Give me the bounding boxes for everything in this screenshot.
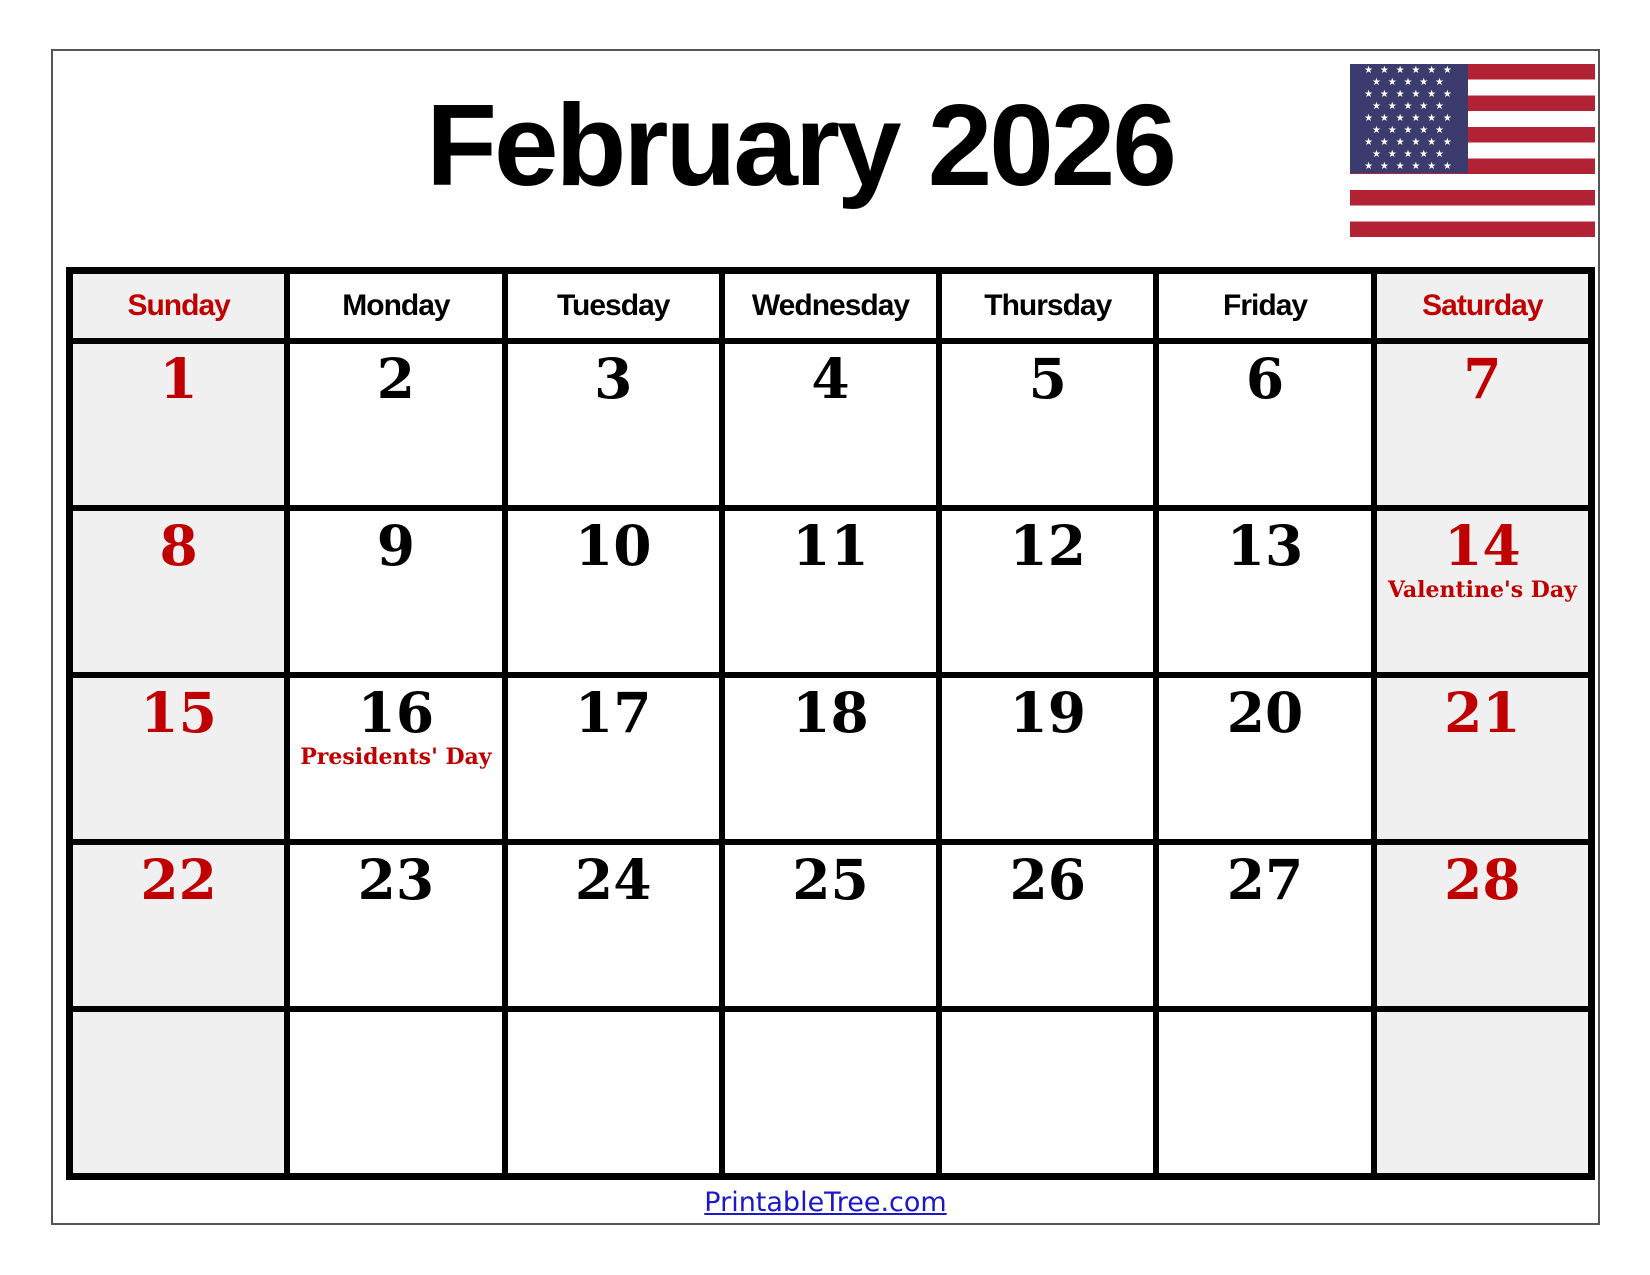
day-number: 21 [1444, 680, 1521, 745]
day-number: 16 [357, 680, 435, 745]
weekday-header-friday: Friday [1159, 274, 1370, 338]
footer [53, 1187, 1598, 1218]
empty-cell [508, 1012, 719, 1173]
day-number: 5 [1028, 346, 1067, 411]
calendar-page [51, 49, 1600, 1225]
day-number: 22 [140, 847, 217, 912]
day-number: 7 [1463, 346, 1502, 411]
day-cell-12 [942, 511, 1153, 672]
day-number: 23 [357, 847, 435, 912]
us-flag-icon [1350, 64, 1595, 237]
day-cell-25 [725, 845, 936, 1006]
day-cell-15 [73, 678, 284, 839]
day-cell-8 [73, 511, 284, 672]
weekday-header-thursday: Thursday [942, 274, 1153, 338]
day-cell-24 [508, 845, 719, 1006]
empty-cell [942, 1012, 1153, 1173]
weekday-header-wednesday: Wednesday [725, 274, 936, 338]
day-number: 19 [1009, 680, 1087, 745]
day-number: 25 [792, 847, 869, 912]
day-number: 1 [159, 346, 198, 411]
day-number: 10 [574, 513, 652, 578]
day-number: 14 [1444, 513, 1521, 578]
empty-cell [725, 1012, 936, 1173]
day-number: 9 [376, 513, 416, 578]
day-cell-9 [290, 511, 501, 672]
weekday-header-tuesday: Tuesday [508, 274, 719, 338]
day-number: 6 [1245, 346, 1285, 411]
day-number: 27 [1226, 847, 1304, 912]
day-cell-4 [725, 344, 936, 505]
day-number: 13 [1226, 513, 1304, 578]
empty-cell [290, 1012, 501, 1173]
calendar-grid [66, 267, 1595, 1180]
empty-cell [73, 1012, 284, 1173]
day-cell-3 [508, 344, 719, 505]
day-cell-16 [290, 678, 501, 839]
day-cell-2 [290, 344, 501, 505]
day-cell-13 [1159, 511, 1370, 672]
us-flag-canton [1350, 64, 1468, 173]
day-cell-11 [725, 511, 936, 672]
day-number: 18 [792, 680, 869, 745]
day-number: 26 [1009, 847, 1087, 912]
day-cell-17 [508, 678, 719, 839]
weekday-header-monday: Monday [290, 274, 501, 338]
day-cell-5 [942, 344, 1153, 505]
day-cell-6 [1159, 344, 1370, 505]
day-cell-28 [1377, 845, 1588, 1006]
weekday-header-saturday: Saturday [1377, 274, 1588, 338]
day-number: 11 [792, 513, 869, 578]
day-cell-22 [73, 845, 284, 1006]
day-cell-20 [1159, 678, 1370, 839]
holiday-label: Presidents' Day [300, 744, 492, 771]
day-number: 4 [811, 346, 850, 411]
holiday-label: Valentine's Day [1387, 577, 1577, 604]
day-cell-21 [1377, 678, 1588, 839]
day-cell-18 [725, 678, 936, 839]
day-cell-26 [942, 845, 1153, 1006]
day-cell-19 [942, 678, 1153, 839]
page-title: February 2026 [426, 80, 1174, 210]
empty-cell [1377, 1012, 1588, 1173]
day-number: 15 [140, 680, 217, 745]
footer-link[interactable]: PrintableTree.com [704, 1187, 947, 1218]
day-cell-27 [1159, 845, 1370, 1006]
day-number: 2 [376, 346, 416, 411]
day-number: 3 [594, 346, 633, 411]
day-cell-14 [1377, 511, 1588, 672]
day-number: 17 [574, 680, 652, 745]
day-number: 28 [1444, 847, 1521, 912]
day-number: 8 [159, 513, 198, 578]
day-number: 20 [1226, 680, 1304, 745]
day-cell-23 [290, 845, 501, 1006]
empty-cell [1159, 1012, 1370, 1173]
day-number: 24 [574, 847, 652, 912]
weekday-header-sunday: Sunday [73, 274, 284, 338]
day-cell-10 [508, 511, 719, 672]
day-cell-1 [73, 344, 284, 505]
day-cell-7 [1377, 344, 1588, 505]
day-number: 12 [1009, 513, 1087, 578]
